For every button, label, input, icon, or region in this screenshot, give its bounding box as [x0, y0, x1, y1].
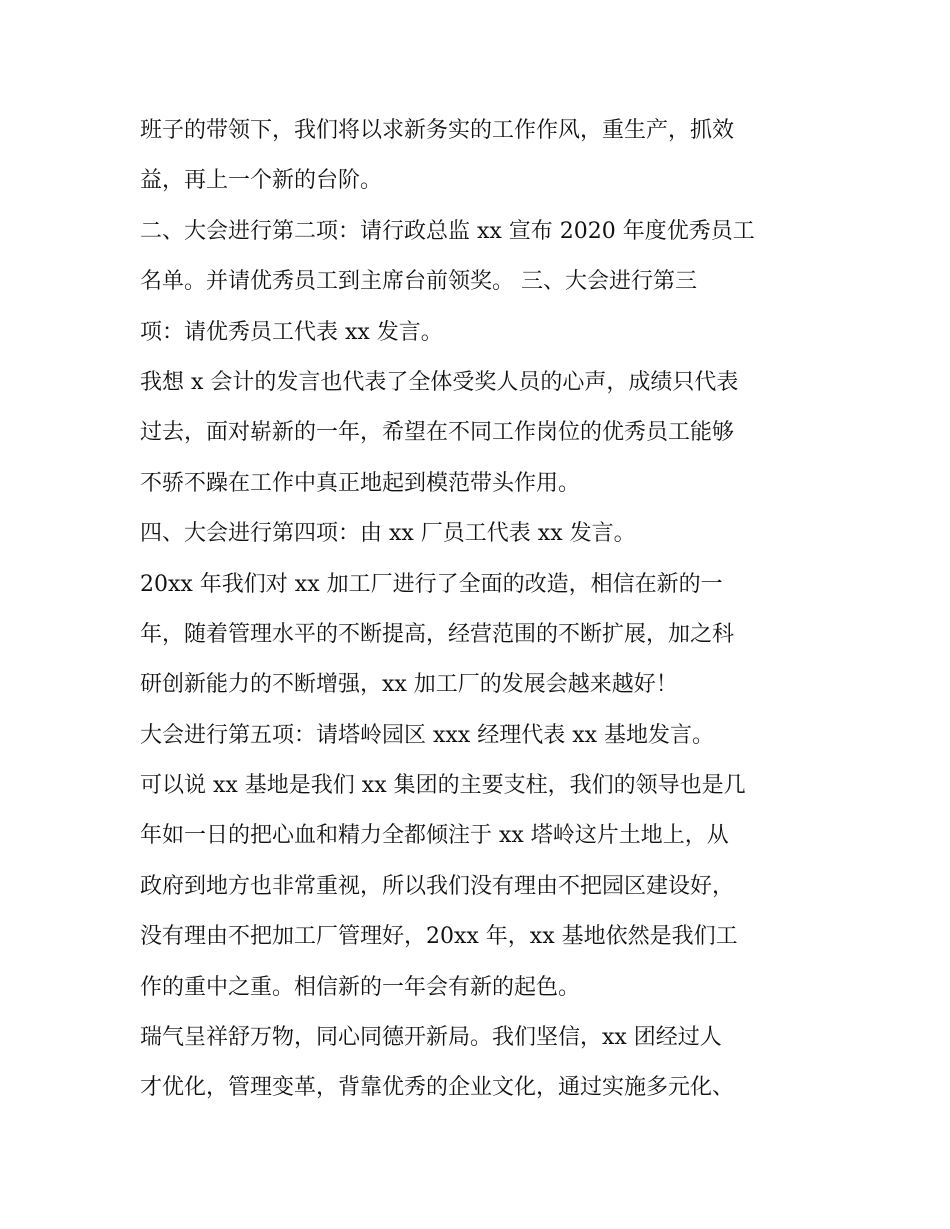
text-line: 二、大会进行第二项：请行政总监 xx 宣布 2020 年度优秀员工	[140, 218, 755, 244]
text-line: 可以说 xx 基地是我们 xx 集团的主要支柱，我们的领导也是几	[140, 773, 746, 799]
text-line: 瑞气呈祥舒万物，同心同德开新局。我们坚信，xx 团经过人	[140, 1025, 722, 1051]
text-line: 我想 x 会计的发言也代表了全体受奖人员的心声，成绩只代表	[140, 369, 739, 395]
text-line: 年，随着管理水平的不断提高，经营范围的不断扩展，加之科	[140, 621, 735, 647]
text-line: 政府到地方也非常重视，所以我们没有理由不把园区建设好，	[140, 873, 735, 899]
text-line: 研创新能力的不断增强，xx 加工厂的发展会越来越好！	[140, 672, 678, 698]
text-line: 项：请优秀员工代表 xx 发言。	[140, 319, 443, 345]
text-line: 大会进行第五项：请塔岭园区 xxx 经理代表 xx 基地发言。	[140, 722, 715, 748]
text-line: 班子的带领下，我们将以求新务实的工作作风，重生产，抓效	[140, 118, 735, 143]
text-line: 不骄不躁在工作中真正地起到模范带头作用。	[140, 470, 581, 496]
text-line: 四、大会进行第四项：由 xx 厂员工代表 xx 发言。	[140, 521, 636, 547]
text-line: 名单。并请优秀员工到主席台前领奖。 三、大会进行第三	[140, 269, 697, 295]
text-line: 才优化，管理变革，背靠优秀的企业文化，通过实施多元化、	[140, 1075, 735, 1101]
text-line: 作的重中之重。相信新的一年会有新的起色。	[140, 974, 581, 1000]
text-line: 20xx 年我们对 xx 加工厂进行了全面的改造，相信在新的一	[140, 571, 723, 597]
text-line: 益，再上一个新的台阶。	[140, 168, 383, 194]
text-line: 过去，面对崭新的一年，希望在不同工作岗位的优秀员工能够	[140, 420, 735, 446]
text-line: 年如一日的把心血和精力全都倾注于 xx 塔岭这片土地上，从	[140, 823, 729, 849]
text-line: 没有理由不把加工厂管理好，20xx 年，xx 基地依然是我们工	[140, 924, 738, 950]
body-text	[140, 106, 820, 1114]
